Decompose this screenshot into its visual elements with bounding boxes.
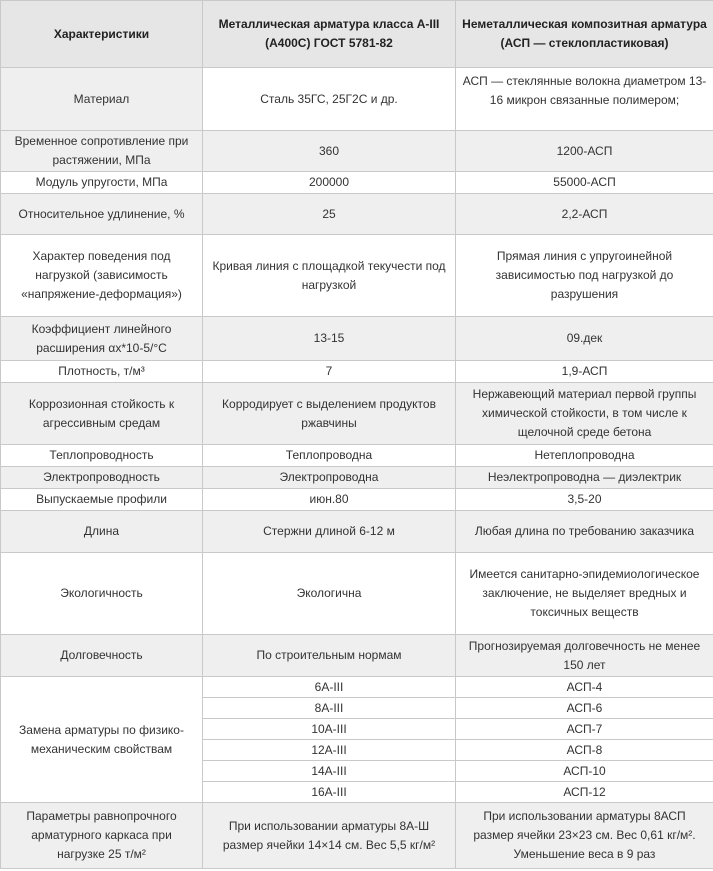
metal-value: Электропроводна bbox=[203, 467, 456, 489]
metal-value: 12А-III bbox=[203, 740, 456, 761]
row-durability bbox=[1, 635, 713, 677]
header-row bbox=[1, 1, 713, 68]
composite-value: АСП — стеклянные волокна диаметром 13-16 микрон связанные полимером; bbox=[456, 68, 713, 131]
composite-value: Нержавеющий материал первой группы химической стойкости, в том числе к щелочной среде бетона bbox=[456, 383, 713, 445]
composite-value: АСП-8 bbox=[456, 740, 713, 761]
metal-value: 8А-III bbox=[203, 698, 456, 719]
row-label: Экологичность bbox=[1, 553, 203, 635]
composite-value: Нетеплопроводна bbox=[456, 445, 713, 467]
metal-value: 10А-III bbox=[203, 719, 456, 740]
composite-value: Любая длина по требованию заказчика bbox=[456, 511, 713, 553]
row-ecology bbox=[1, 553, 713, 635]
composite-value: Прогнозируемая долговечность не менее 150 лет bbox=[456, 635, 713, 677]
composite-value: 3,5-20 bbox=[456, 489, 713, 511]
row-label: Относительное удлинение, % bbox=[1, 194, 203, 235]
metal-value: 16А-III bbox=[203, 782, 456, 803]
composite-value: 1200-АСП bbox=[456, 131, 713, 172]
row-label: Материал bbox=[1, 68, 203, 131]
row-label: Выпускаемые профили bbox=[1, 489, 203, 511]
row-thermal-expansion bbox=[1, 317, 713, 361]
metal-value: 7 bbox=[203, 361, 456, 383]
metal-value: Кривая линия с площадкой текучести под нагрузкой bbox=[203, 235, 456, 317]
row-label: Параметры равнопрочного арматурного каркаса при нагрузке 25 т/м² bbox=[1, 803, 203, 869]
row-electrical-conductivity bbox=[1, 467, 713, 489]
metal-value: При использовании арматуры 8А-Ш размер ячейки 14×14 см. Вес 5,5 кг/м² bbox=[203, 803, 456, 869]
composite-value: Неэлектропроводна — диэлектрик bbox=[456, 467, 713, 489]
row-label: Замена арматуры по физико-механическим свойствам bbox=[1, 677, 203, 803]
metal-value: Сталь 35ГС, 25Г2С и др. bbox=[203, 68, 456, 131]
composite-value: 55000-АСП bbox=[456, 172, 713, 194]
row-profiles bbox=[1, 489, 713, 511]
metal-value: июн.80 bbox=[203, 489, 456, 511]
composite-value: 09.дек bbox=[456, 317, 713, 361]
metal-value: 200000 bbox=[203, 172, 456, 194]
row-label: Характер поведения под нагрузкой (зависимость «напряжение-деформация») bbox=[1, 235, 203, 317]
row-length bbox=[1, 511, 713, 553]
metal-value: 13-15 bbox=[203, 317, 456, 361]
composite-value: 2,2-АСП bbox=[456, 194, 713, 235]
metal-value: Стержни длиной 6-12 м bbox=[203, 511, 456, 553]
metal-value: Экологична bbox=[203, 553, 456, 635]
row-label: Модуль упругости, МПа bbox=[1, 172, 203, 194]
metal-value: 14А-III bbox=[203, 761, 456, 782]
composite-value: АСП-6 bbox=[456, 698, 713, 719]
header-composite-rebar: Неметаллическая композитная арматура (АСП — стеклопластиковая) bbox=[456, 1, 713, 68]
metal-value: 360 bbox=[203, 131, 456, 172]
header-metal-rebar: Металлическая арматура класса А-III (А400С) ГОСТ 5781-82 bbox=[203, 1, 456, 68]
row-label: Коррозионная стойкость к агрессивным средам bbox=[1, 383, 203, 445]
row-label: Долговечность bbox=[1, 635, 203, 677]
row-corrosion bbox=[1, 383, 713, 445]
row-load-behavior bbox=[1, 235, 713, 317]
row-elastic-modulus bbox=[1, 172, 713, 194]
row-replacement bbox=[1, 677, 713, 698]
composite-value: АСП-7 bbox=[456, 719, 713, 740]
metal-value: Корродирует с выделением продуктов ржавчины bbox=[203, 383, 456, 445]
row-material bbox=[1, 68, 713, 131]
composite-value: АСП-4 bbox=[456, 677, 713, 698]
composite-value: АСП-12 bbox=[456, 782, 713, 803]
row-label: Теплопроводность bbox=[1, 445, 203, 467]
row-label: Коэффициент линейного расширения αх*10-5/°С bbox=[1, 317, 203, 361]
metal-value: 6А-III bbox=[203, 677, 456, 698]
metal-value: 25 bbox=[203, 194, 456, 235]
row-frame-params bbox=[1, 803, 713, 869]
composite-value: АСП-10 bbox=[456, 761, 713, 782]
row-label: Временное сопротивление при растяжении, МПа bbox=[1, 131, 203, 172]
composite-value: 1,9-АСП bbox=[456, 361, 713, 383]
row-label: Электропроводность bbox=[1, 467, 203, 489]
composite-value: Прямая линия с упругоинейной зависимостью под нагрузкой до разрушения bbox=[456, 235, 713, 317]
composite-value: При использовании арматуры 8АСП размер ячейки 23×23 см. Вес 0,61 кг/м². Уменьшение веса в 9 раз bbox=[456, 803, 713, 869]
row-tensile-strength bbox=[1, 131, 713, 172]
metal-value: Теплопроводна bbox=[203, 445, 456, 467]
header-characteristics: Характеристики bbox=[1, 1, 203, 68]
row-label: Длина bbox=[1, 511, 203, 553]
row-density bbox=[1, 361, 713, 383]
row-elongation bbox=[1, 194, 713, 235]
row-thermal-conductivity bbox=[1, 445, 713, 467]
composite-value: Имеется санитарно-эпидемиологическое заключение, не выделяет вредных и токсичных веществ bbox=[456, 553, 713, 635]
metal-value: По строительным нормам bbox=[203, 635, 456, 677]
row-label: Плотность, т/м³ bbox=[1, 361, 203, 383]
